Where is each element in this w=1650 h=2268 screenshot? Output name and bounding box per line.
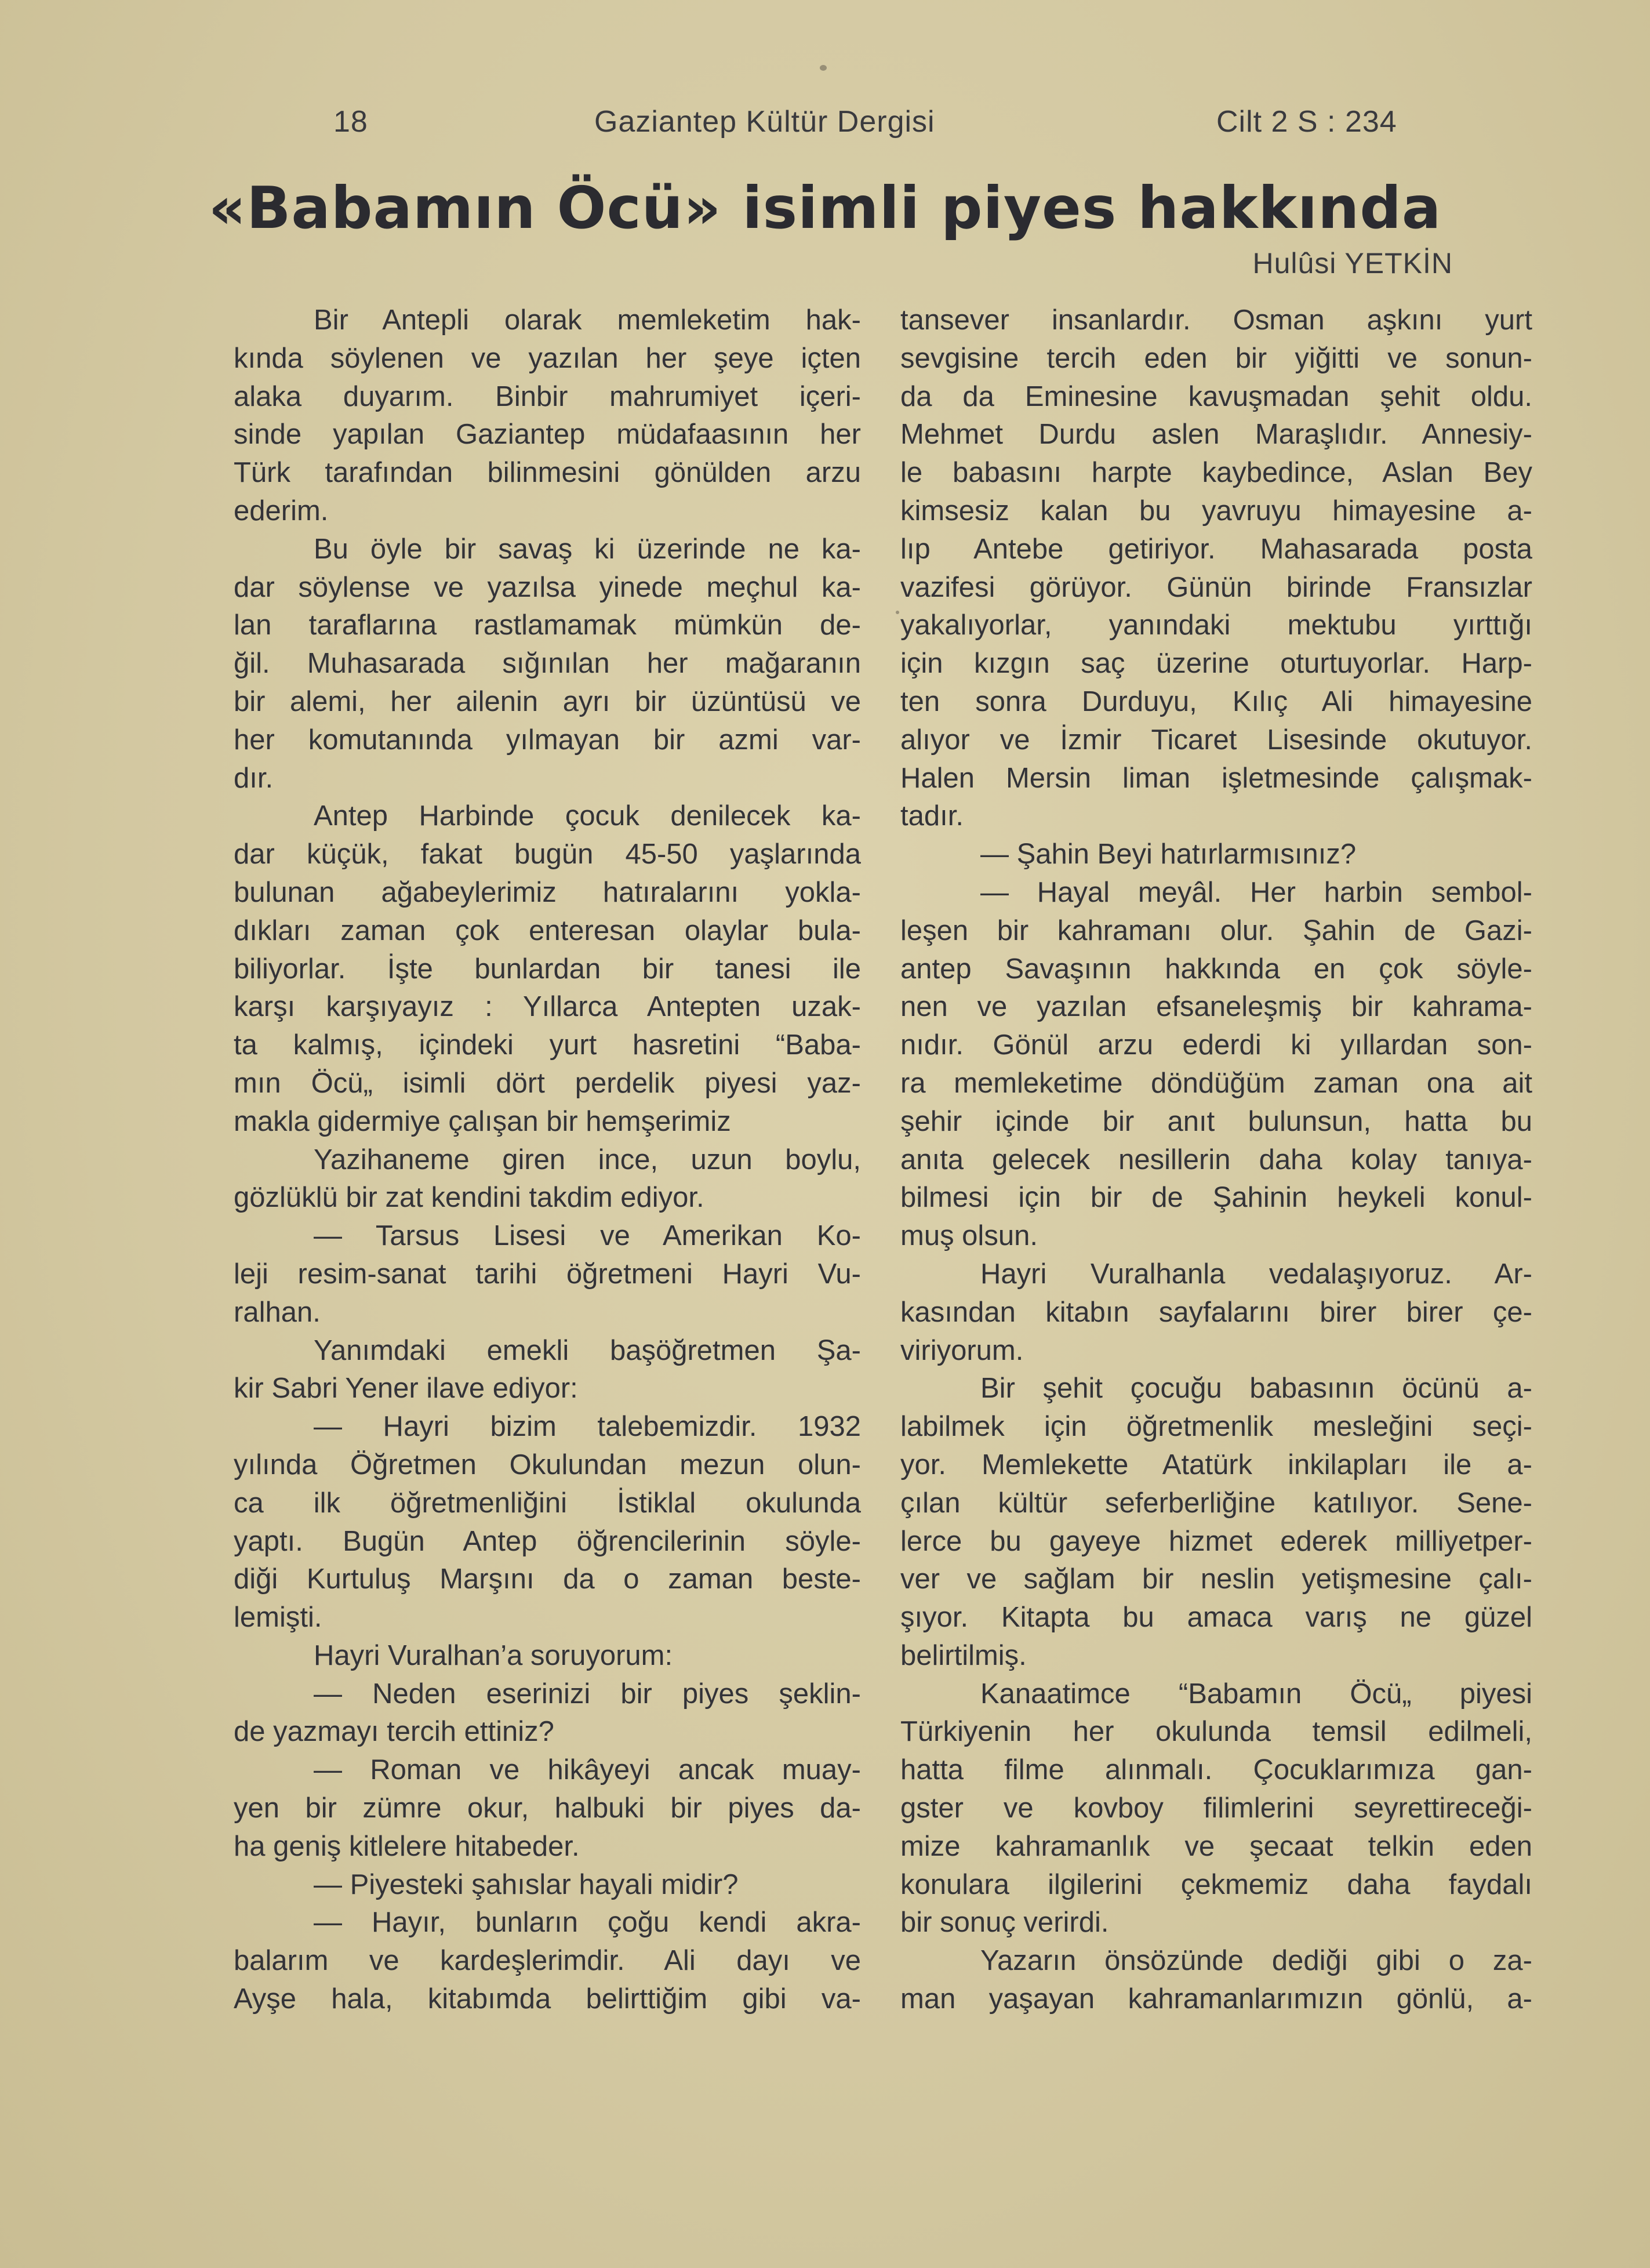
- text-line: lemişti.: [234, 1602, 322, 1634]
- text-line: — Hayır, bunların çoğu kendi akra-: [314, 1907, 861, 1939]
- text-line: bir sonuç verirdi.: [900, 1907, 1109, 1939]
- print-speck: [896, 611, 899, 614]
- text-line: Mehmet Durdu aslen Maraşlıdır. Annesiy-: [900, 419, 1532, 451]
- text-line: yılında Öğretmen Okulundan mezun olun-: [234, 1449, 861, 1480]
- text-line: — Roman ve hikâyeyi ancak muay-: [314, 1754, 861, 1786]
- text-line: da da Eminesine kavuşmadan şehit oldu.: [900, 380, 1532, 412]
- text-line: yen bir zümre okur, halbuki bir piyes da-: [234, 1792, 861, 1824]
- text-line: tadır.: [900, 800, 964, 832]
- text-line: — Hayal meyâl. Her harbin sembol-: [980, 876, 1532, 908]
- text-line: bilmesi için bir de Şahinin heykeli konul-: [900, 1182, 1532, 1214]
- text-line: kir Sabri Yener ilave ediyor:: [234, 1373, 578, 1405]
- print-speck: [820, 65, 827, 71]
- text-line: şıyor. Kitapta bu amaca varış ne güzel: [900, 1602, 1532, 1634]
- text-line: Bir şehit çocuğu babasının öcünü a-: [980, 1373, 1532, 1405]
- text-line: ten sonra Durduyu, Kılıç Ali himayesine: [900, 685, 1532, 717]
- text-line: ca ilk öğretmenliğini İstiklal okulunda: [234, 1487, 861, 1519]
- text-line: Bir Antepli olarak memleketim hak-: [314, 304, 861, 336]
- left-column: [234, 302, 861, 2019]
- magazine-name: Gaziantep Kültür Dergisi: [594, 105, 935, 139]
- text-line: lerce bu gayeye hizmet ederek milliyetper-: [900, 1525, 1532, 1557]
- text-line: tansever insanlardır. Osman aşkını yurt: [900, 304, 1532, 336]
- text-line: ver ve sağlam bir neslin yetişmesine çalı-: [900, 1563, 1532, 1595]
- text-line: mın Öcü„ isimli dört perdelik piyesi yaz-: [234, 1067, 861, 1099]
- text-line: Bu öyle bir savaş ki üzerinde ne ka-: [314, 533, 861, 565]
- text-line: ra memleketime döndüğüm zaman ona ait: [900, 1067, 1532, 1099]
- text-line: bulunan ağabeylerimiz hatıralarını yokla-: [234, 876, 861, 908]
- text-line: karşı karşıyayız : Yıllarca Antepten uzak-: [234, 991, 861, 1023]
- text-line: ha geniş kitlelere hitabeder.: [234, 1830, 580, 1862]
- text-line: belirtilmiş.: [900, 1639, 1027, 1671]
- text-line: Yazihaneme giren ince, uzun boylu,: [314, 1144, 861, 1175]
- text-line: dır.: [234, 762, 274, 794]
- text-line: leji resim-sanat tarihi öğretmeni Hayri Vu-: [234, 1258, 861, 1290]
- text-line: alıyor ve İzmir Ticaret Lisesinde okutuyor.: [900, 724, 1532, 756]
- text-line: Hayri Vuralhanla vedalaşıyoruz. Ar-: [980, 1258, 1532, 1290]
- text-line: Antep Harbinde çocuk denilecek ka-: [314, 800, 861, 832]
- text-line: Kanaatimce “Babamın Öcü„ piyesi: [980, 1678, 1532, 1710]
- text-line: vazifesi görüyor. Günün birinde Fransızlar: [900, 571, 1532, 603]
- text-line: — Şahin Beyi hatırlarmısınız?: [980, 839, 1357, 870]
- text-line: Türk tarafından bilinmesini gönülden arzu: [234, 457, 861, 489]
- text-line: — Neden eserinizi bir piyes şeklin-: [314, 1678, 861, 1710]
- text-line: dıkları zaman çok enteresan olaylar bula-: [234, 915, 861, 946]
- text-line: ederim.: [234, 495, 329, 527]
- text-line: Yazarın önsözünde dediği gibi o za-: [980, 1945, 1532, 1977]
- text-line: nıdır. Gönül arzu ederdi ki yıllardan son-: [900, 1029, 1532, 1061]
- text-line: muş olsun.: [900, 1220, 1038, 1252]
- text-line: man yaşayan kahramanlarımızın gönlü, a-: [900, 1983, 1532, 2015]
- text-line: de yazmayı tercih ettiniz?: [234, 1716, 554, 1748]
- text-line: Halen Mersin liman işletmesinde çalışmak-: [900, 762, 1532, 794]
- text-line: ta kalmış, içindeki yurt hasretini “Baba-: [234, 1029, 861, 1061]
- text-line: Türkiyenin her okulunda temsil edilmeli,: [900, 1716, 1532, 1748]
- text-line: labilmek için öğretmenlik mesleğini seçi-: [900, 1411, 1532, 1443]
- text-line: antep Savaşının hakkında en çok söyle-: [900, 953, 1532, 985]
- text-line: nen ve yazılan efsaneleşmiş bir kahrama-: [900, 991, 1532, 1023]
- text-line: Ayşe hala, kitabımda belirttiğim gibi va-: [234, 1983, 861, 2015]
- text-line: bir alemi, her ailenin ayrı bir üzüntüsü ve: [234, 685, 861, 717]
- text-line: lan taraflarına rastlamamak mümkün de-: [234, 609, 861, 641]
- text-line: diği Kurtuluş Marşını da o zaman beste-: [234, 1563, 861, 1595]
- text-line: kasından kitabın sayfalarını birer birer çe-: [900, 1296, 1532, 1328]
- text-line: için kızgın saç üzerine oturtuyorlar. Harp-: [900, 648, 1532, 680]
- text-line: çılan kültür seferberliğine katılıyor. Sene-: [900, 1487, 1532, 1519]
- text-line: ralhan.: [234, 1296, 321, 1328]
- right-column: [900, 302, 1532, 2019]
- text-line: sevgisine tercih eden bir yiğitti ve sonun-: [900, 342, 1532, 374]
- text-line: — Piyesteki şahıslar hayali midir?: [314, 1868, 739, 1900]
- text-line: yakalıyorlar, yanındaki mektubu yırttığı: [900, 609, 1532, 641]
- text-line: biliyorlar. İşte bunlardan bir tanesi ile: [234, 953, 861, 985]
- article-title: «Babamın Öcü» isimli piyes hakkında: [208, 174, 1442, 242]
- text-line: balarım ve kardeşlerimdir. Ali dayı ve: [234, 1945, 861, 1977]
- text-line: yaptı. Bugün Antep öğrencilerinin söyle-: [234, 1525, 861, 1557]
- text-line: — Hayri bizim talebemizdir. 1932: [314, 1411, 861, 1443]
- volume-issue: Cilt 2 S : 234: [1216, 105, 1397, 139]
- text-line: dar küçük, fakat bugün 45-50 yaşlarında: [234, 839, 861, 870]
- running-header: [0, 104, 1650, 151]
- text-line: alaka duyarım. Binbir mahrumiyet içeri-: [234, 380, 861, 412]
- text-line: Yanımdaki emekli başöğretmen Şa-: [314, 1334, 861, 1366]
- text-line: dar söylense ve yazılsa yinede meçhul ka-: [234, 571, 861, 603]
- text-line: şehir içinde bir anıt bulunsun, hatta bu: [900, 1105, 1532, 1137]
- text-line: gster ve kovboy filimlerini seyrettireceği-: [900, 1792, 1532, 1824]
- page-number: 18: [333, 105, 368, 139]
- text-line: Hayri Vuralhan’a soruyorum:: [314, 1639, 673, 1671]
- text-line: yor. Memlekette Atatürk inkilapları ile a-: [900, 1449, 1532, 1480]
- text-line: makla gidermiye çalışan bir hemşerimiz: [234, 1105, 731, 1137]
- text-line: konulara ilgilerini çekmemiz daha faydalı: [900, 1868, 1532, 1900]
- text-line: viriyorum.: [900, 1334, 1024, 1366]
- text-line: lıp Antebe getiriyor. Mahasarada posta: [900, 533, 1532, 565]
- text-line: hatta filme alınmalı. Çocuklarımıza gan-: [900, 1754, 1532, 1786]
- text-line: kimsesiz kalan bu yavruyu himayesine a-: [900, 495, 1532, 527]
- text-line: — Tarsus Lisesi ve Amerikan Ko-: [314, 1220, 861, 1252]
- text-line: ğil. Muhasarada sığınılan her mağaranın: [234, 648, 861, 680]
- text-line: le babasını harpte kaybedince, Aslan Bey: [900, 457, 1532, 489]
- text-line: her komutanında yılmayan bir azmi var-: [234, 724, 861, 756]
- article-author: Hulûsi YETKİN: [1252, 247, 1453, 280]
- text-line: sinde yapılan Gaziantep müdafaasının her: [234, 419, 861, 451]
- text-line: kında söylenen ve yazılan her şeye içten: [234, 342, 861, 374]
- text-line: gözlüklü bir zat kendini takdim ediyor.: [234, 1182, 704, 1214]
- text-line: anıta gelecek nesillerin daha kolay tanıya-: [900, 1144, 1532, 1175]
- text-line: mize kahramanlık ve şecaat telkin eden: [900, 1830, 1532, 1862]
- text-line: leşen bir kahramanı olur. Şahin de Gazi-: [900, 915, 1532, 946]
